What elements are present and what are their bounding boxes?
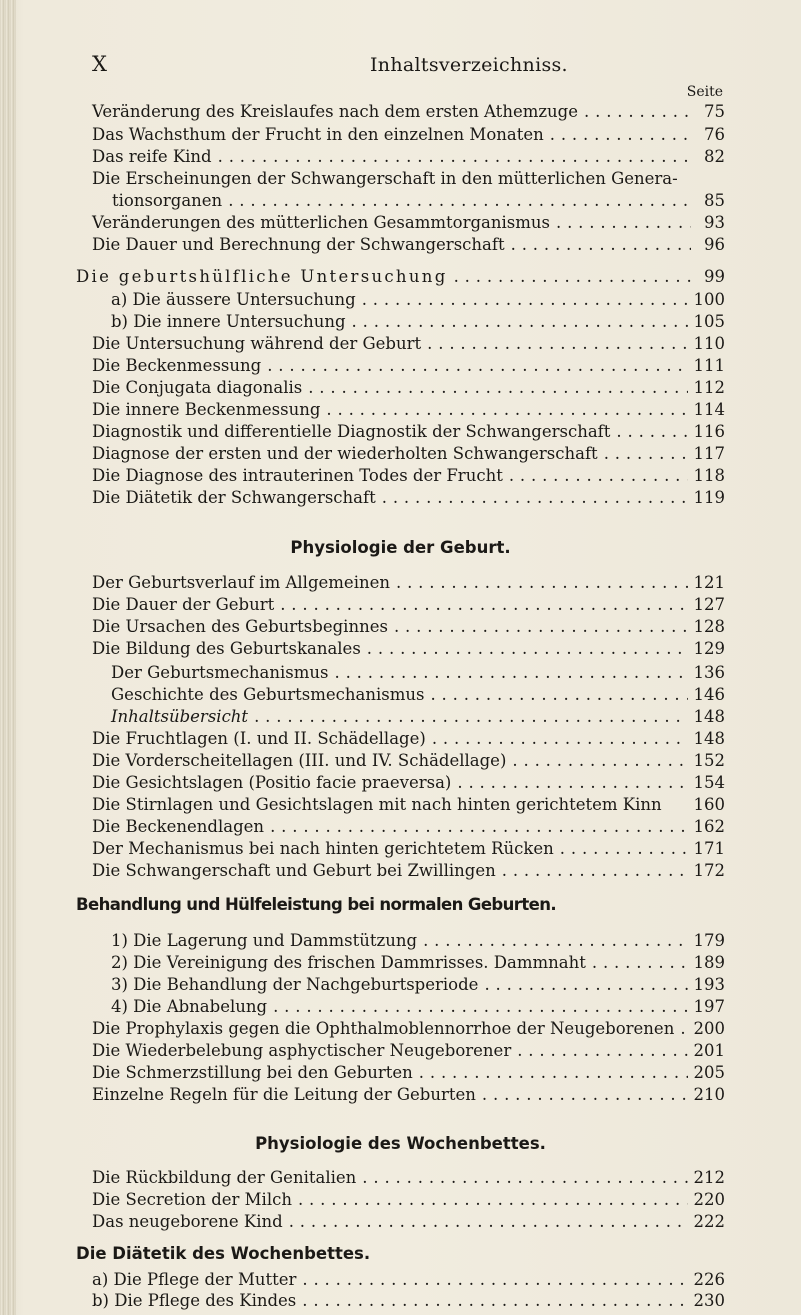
leader-dots <box>517 1040 687 1062</box>
toc-entry <box>111 930 725 952</box>
toc-entry-page: 201 <box>693 1041 725 1060</box>
toc-entry <box>92 1290 725 1312</box>
leader-dots <box>423 930 687 952</box>
toc-entry-title: b) Die Pflege des Kindes <box>92 1291 297 1310</box>
toc-entry-title: 4) Die Abnabelung <box>111 997 268 1016</box>
toc-entry-title-line1: Die Erscheinungen der Schwangerschaft in den mütterlichen Genera- <box>92 169 678 188</box>
toc-entry-title: Die Bildung des Geburtskanales <box>92 639 361 658</box>
toc-entry-title: Die Dauer und Berechnung der Schwangerschaft <box>92 235 505 254</box>
toc-entry-page: 75 <box>704 102 725 121</box>
toc-entry-title: Der Mechanismus bei nach hinten gerichtetem Rücken <box>92 839 554 858</box>
leader-dots <box>432 728 688 750</box>
toc-entry-page: 129 <box>693 639 725 658</box>
section-heading: Die Diätetik des Wochenbettes. <box>76 1244 371 1263</box>
toc-entry <box>76 266 725 288</box>
toc-entry-title: a) Die äussere Untersuchung <box>111 290 356 309</box>
leader-dots <box>502 860 688 882</box>
toc-entry <box>92 487 725 509</box>
leader-dots <box>218 146 691 168</box>
toc-entry-page: 127 <box>693 595 725 614</box>
toc-entry <box>92 101 725 123</box>
toc-entry <box>92 1062 725 1084</box>
leader-dots <box>511 234 691 256</box>
toc-entry-page: 179 <box>693 931 725 950</box>
toc-entry-page: 114 <box>693 400 725 419</box>
toc-entry <box>92 750 725 772</box>
toc-entry-title: Die Ursachen des Geburtsbeginnes <box>92 617 388 636</box>
leader-dots <box>302 1269 687 1291</box>
leader-dots <box>604 443 688 465</box>
toc-entry-title: Die Secretion der Milch <box>92 1190 292 1209</box>
toc-entry-title: Das Wachsthum der Frucht in den einzelnen Monaten <box>92 125 544 144</box>
toc-entry-title: Die Beckenendlagen <box>92 817 265 836</box>
toc-entry-page: 197 <box>693 997 725 1016</box>
toc-entry-page: 220 <box>693 1190 725 1209</box>
leader-dots <box>454 266 691 288</box>
toc-entry <box>92 794 725 816</box>
toc-entry-page: 105 <box>693 312 725 331</box>
toc-entry-title: Die Beckenmessung <box>92 356 262 375</box>
toc-entry-title: 3) Die Behandlung der Nachgeburtsperiode <box>111 975 479 994</box>
toc-entry-title: Die Diätetik der Schwangerschaft <box>92 488 376 507</box>
toc-entry-title: Das reife Kind <box>92 147 212 166</box>
toc-entry-page: 85 <box>704 191 725 210</box>
toc-entry-page: 189 <box>693 953 725 972</box>
toc-entry <box>111 974 725 996</box>
toc-entry <box>92 1269 725 1291</box>
toc-entry-title: Geschichte des Geburtsmechanismus <box>111 685 425 704</box>
toc-entry <box>92 212 725 234</box>
toc-entry-page: 99 <box>704 267 725 286</box>
toc-entry-page: 171 <box>693 839 725 858</box>
leader-dots <box>228 190 691 212</box>
toc-entry-title: Die Wiederbelebung asphyctischer Neugeborener <box>92 1041 512 1060</box>
toc-entry-page: 128 <box>693 617 725 636</box>
toc-entry-page: 210 <box>693 1085 725 1104</box>
leader-dots <box>419 1062 688 1084</box>
toc-entry <box>92 234 725 256</box>
toc-entry-title: Diagnostik und differentielle Diagnostik der Schwangerschaft <box>92 422 611 441</box>
section-heading: Physiologie der Geburt. <box>290 538 511 557</box>
leader-dots <box>326 399 687 421</box>
toc-entry <box>92 443 725 465</box>
toc-entry-page: 205 <box>693 1063 725 1082</box>
toc-entry <box>111 996 725 1018</box>
leader-dots <box>302 1290 687 1312</box>
leader-dots <box>550 124 691 146</box>
toc-entry-title: a) Die Pflege der Mutter <box>92 1270 297 1289</box>
page-column-label: Seite <box>686 84 723 100</box>
toc-entry-title: Die Rückbildung der Genitalien <box>92 1168 357 1187</box>
toc-entry-title: Diagnose der ersten und der wiederholten Schwangerschaft <box>92 444 598 463</box>
toc-entry-page: 200 <box>693 1019 725 1038</box>
toc-entry <box>92 1084 725 1106</box>
leader-dots <box>556 212 691 234</box>
section-heading: Physiologie des Wochenbettes. <box>255 1134 546 1153</box>
toc-entry-title: Die Schwangerschaft und Geburt bei Zwillingen <box>92 861 496 880</box>
toc-entry-page: 146 <box>693 685 725 704</box>
toc-entry <box>111 952 725 974</box>
toc-entry-page: 172 <box>693 861 725 880</box>
leader-dots <box>592 952 688 974</box>
toc-entry-title: Die Stirnlagen und Gesichtslagen mit nach hinten gerichtetem Kinn <box>92 795 662 814</box>
leader-dots <box>616 421 687 443</box>
toc-entry-title: Inhaltsübersicht <box>111 707 249 726</box>
leader-dots <box>362 1167 687 1189</box>
toc-entry <box>112 190 725 212</box>
toc-entry-title: Die Schmerzstillung bei den Geburten <box>92 1063 413 1082</box>
toc-entry-page: 93 <box>704 213 725 232</box>
leader-dots <box>430 684 687 706</box>
toc-entry-page: 96 <box>704 235 725 254</box>
toc-entry <box>92 772 725 794</box>
toc-entry-page: 112 <box>693 378 725 397</box>
leader-dots <box>584 101 691 123</box>
toc-entry-title: b) Die innere Untersuchung <box>111 312 346 331</box>
leader-dots <box>680 1018 687 1040</box>
toc-entry-title: tionsorganen <box>112 191 223 210</box>
toc-entry-title: Einzelne Regeln für die Leitung der Geburten <box>92 1085 476 1104</box>
toc-entry-title: 2) Die Vereinigung des frischen Dammrisses. Dammnaht <box>111 953 586 972</box>
toc-entry <box>92 1040 725 1062</box>
toc-entry-title: Die Gesichtslagen (Positio facie praeversa) <box>92 773 452 792</box>
toc-entry <box>92 333 725 355</box>
toc-entry <box>92 838 725 860</box>
leader-dots <box>457 772 687 794</box>
toc-entry <box>92 399 725 421</box>
toc-entry <box>92 572 725 594</box>
leader-dots <box>308 377 687 399</box>
toc-entry-title: Die innere Beckenmessung <box>92 400 321 419</box>
toc-entry <box>92 1018 725 1040</box>
leader-dots <box>396 572 688 594</box>
leader-dots <box>298 1189 688 1211</box>
toc-entry-title: Veränderung des Kreislaufes nach dem ersten Athemzuge <box>92 102 579 121</box>
leader-dots <box>394 616 688 638</box>
leader-dots <box>289 1211 688 1233</box>
leader-dots <box>362 289 688 311</box>
toc-entry-page: 160 <box>693 795 725 814</box>
toc-entry <box>92 638 725 660</box>
toc-entry-title: Der Geburtsverlauf im Allgemeinen <box>92 573 390 592</box>
toc-entry-page: 212 <box>693 1168 725 1187</box>
leader-dots <box>427 333 687 355</box>
toc-entry <box>92 728 725 750</box>
toc-entry-page: 100 <box>693 290 725 309</box>
toc-entry <box>92 1167 725 1189</box>
section-heading: Behandlung und Hülfeleistung bei normalen Geburten. <box>76 895 557 914</box>
leader-dots <box>482 1084 688 1106</box>
toc-entry <box>92 1189 725 1211</box>
leader-dots <box>484 974 687 996</box>
toc-entry-page: 118 <box>693 466 725 485</box>
toc-entry-title: Die geburtshülfliche Untersuchung <box>76 267 448 286</box>
toc-entry <box>111 706 725 728</box>
toc-entry <box>92 146 725 168</box>
toc-entry-title: 1) Die Lagerung und Dammstützung <box>111 931 418 950</box>
toc-entry-title: Die Conjugata diagonalis <box>92 378 303 397</box>
toc-entry <box>92 355 725 377</box>
toc-entry-page: 148 <box>693 729 725 748</box>
toc-entry <box>92 816 725 838</box>
toc-entry-title: Die Vorderscheitellagen (III. und IV. Schädellage) <box>92 751 507 770</box>
toc-entry-title: Die Diagnose des intrauterinen Todes der Frucht <box>92 466 503 485</box>
running-title: Inhaltsverzeichniss. <box>370 54 568 76</box>
leader-dots <box>382 487 688 509</box>
toc-entry-title: Die Fruchtlagen (I. und II. Schädellage) <box>92 729 426 748</box>
toc-entry-page: 76 <box>704 125 725 144</box>
toc-entry <box>92 124 725 146</box>
toc-entry <box>111 662 725 684</box>
toc-entry-page: 117 <box>693 444 725 463</box>
page-number: X <box>92 52 107 76</box>
toc-entry-page: 119 <box>693 488 725 507</box>
toc-entry <box>92 860 725 882</box>
toc-entry-title: Der Geburtsmechanismus <box>111 663 329 682</box>
toc-entry <box>92 421 725 443</box>
toc-entry <box>92 594 725 616</box>
toc-entry-page: 152 <box>693 751 725 770</box>
toc-entry-page: 82 <box>704 147 725 166</box>
toc-entry-page: 116 <box>693 422 725 441</box>
toc-entry-page: 222 <box>693 1212 725 1231</box>
leader-dots <box>509 465 688 487</box>
toc-entry-title: Die Prophylaxis gegen die Ophthalmoblennorrhoe der Neugeborenen <box>92 1019 675 1038</box>
toc-entry <box>92 616 725 638</box>
toc-entry-page: 110 <box>693 334 725 353</box>
leader-dots <box>334 662 687 684</box>
toc-entry <box>111 311 725 333</box>
toc-entry-page: 148 <box>693 707 725 726</box>
leader-dots <box>254 706 687 728</box>
toc-entry-page: 121 <box>693 573 725 592</box>
toc-entry-page: 226 <box>693 1270 725 1289</box>
leader-dots <box>267 355 687 377</box>
toc-entry <box>92 377 725 399</box>
toc-entry <box>111 684 725 706</box>
book-binding-edge <box>0 0 16 1315</box>
toc-entry-title: Veränderungen des mütterlichen Gesammtorganismus <box>92 213 550 232</box>
toc-entry-page: 162 <box>693 817 725 836</box>
leader-dots <box>280 594 687 616</box>
toc-entry-title: Die Dauer der Geburt <box>92 595 275 614</box>
toc-entry-page: 230 <box>693 1291 725 1310</box>
leader-dots <box>273 996 687 1018</box>
running-header <box>0 52 801 82</box>
toc-entry-page: 111 <box>693 356 725 375</box>
toc-entry <box>92 465 725 487</box>
toc-entry-page: 193 <box>693 975 725 994</box>
toc-entry-title: Das neugeborene Kind <box>92 1212 283 1231</box>
toc-entry <box>111 289 725 311</box>
toc-entry <box>92 1211 725 1233</box>
leader-dots <box>367 638 688 660</box>
leader-dots <box>352 311 688 333</box>
toc-entry-page: 154 <box>693 773 725 792</box>
leader-dots <box>560 838 688 860</box>
toc-entry-title: Die Untersuchung während der Geburt <box>92 334 422 353</box>
leader-dots <box>512 750 687 772</box>
toc-entry-page: 136 <box>693 663 725 682</box>
leader-dots <box>270 816 687 838</box>
